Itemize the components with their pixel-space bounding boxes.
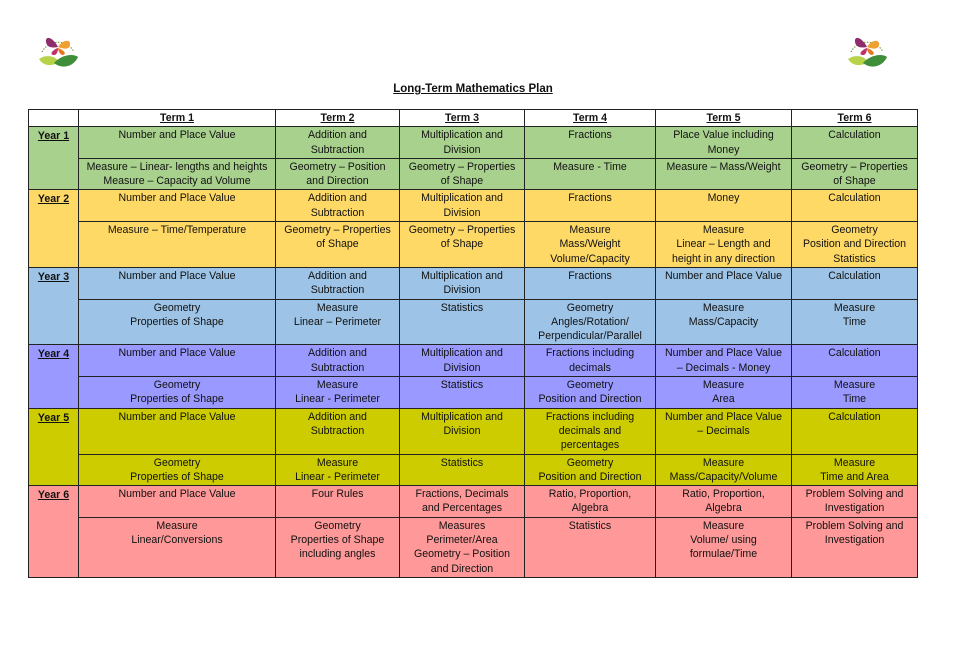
table-cell: Calculation (792, 408, 918, 454)
table-cell: Multiplication and Division (400, 408, 525, 454)
table-cell: Ratio, Proportion, Algebra (525, 486, 656, 518)
header-row (29, 110, 918, 127)
table-cell: Problem Solving and Investigation (792, 517, 918, 577)
table-cell: Geometry Properties of Shape (79, 377, 276, 409)
table-row (29, 486, 918, 518)
table-cell: Geometry – Position and Direction (276, 158, 400, 190)
year-label: Year 4 (29, 345, 79, 408)
table-row (29, 377, 918, 409)
table-cell: Calculation (792, 127, 918, 159)
table-cell: Statistics (400, 299, 525, 345)
term-header: Term 2 (276, 110, 400, 127)
table-cell: Measure Mass/Weight Volume/Capacity (525, 222, 656, 268)
year-label: Year 1 (29, 127, 79, 190)
school-butterfly-logo-icon (842, 22, 892, 74)
table-row (29, 299, 918, 345)
table-cell: Geometry – Properties of Shape (400, 222, 525, 268)
table-cell: Measure Volume/ using formulae/Time (656, 517, 792, 577)
table-cell: Measure Linear/Conversions (79, 517, 276, 577)
table-cell: Geometry – Properties of Shape (792, 158, 918, 190)
table-cell: Number and Place Value (79, 190, 276, 222)
table-cell: Geometry Properties of Shape including angles (276, 517, 400, 577)
table-cell: Geometry Properties of Shape (79, 454, 276, 486)
table-cell: Addition and Subtraction (276, 127, 400, 159)
year-label: Year 5 (29, 408, 79, 485)
year-label: Year 3 (29, 267, 79, 344)
table-cell: Fractions (525, 127, 656, 159)
table-cell: Measure – Linear- lengths and heights Measure – Capacity ad Volume (79, 158, 276, 190)
table-cell: Measure – Time/Temperature (79, 222, 276, 268)
table-cell: Number and Place Value (79, 345, 276, 377)
table-row (29, 158, 918, 190)
table-cell: Calculation (792, 345, 918, 377)
term-header: Term 3 (400, 110, 525, 127)
table-cell: Ratio, Proportion, Algebra (656, 486, 792, 518)
table-cell: Measures Perimeter/Area Geometry – Position and Direction (400, 517, 525, 577)
table-cell: Fractions (525, 190, 656, 222)
table-cell: Measure Linear – Perimeter (276, 299, 400, 345)
school-logo-right (842, 22, 892, 74)
table-cell: Number and Place Value – Decimals (656, 408, 792, 454)
table-cell: Multiplication and Division (400, 345, 525, 377)
table-cell: Number and Place Value (79, 267, 276, 299)
table-cell: Measure Time (792, 299, 918, 345)
year-label: Year 2 (29, 190, 79, 267)
term-header: Term 4 (525, 110, 656, 127)
table-cell: Geometry – Properties of Shape (400, 158, 525, 190)
table-cell: Number and Place Value (656, 267, 792, 299)
table-cell: Multiplication and Division (400, 127, 525, 159)
table-cell: Number and Place Value – Decimals - Money (656, 345, 792, 377)
table-row (29, 267, 918, 299)
table-cell: Measure Mass/Capacity/Volume (656, 454, 792, 486)
table-cell: Measure - Time (525, 158, 656, 190)
table-row (29, 454, 918, 486)
table-row (29, 222, 918, 268)
table-cell: Multiplication and Division (400, 190, 525, 222)
table-row (29, 408, 918, 454)
table-cell: Addition and Subtraction (276, 267, 400, 299)
table-cell: Addition and Subtraction (276, 190, 400, 222)
table-cell: Fractions, Decimals and Percentages (400, 486, 525, 518)
table-cell: Fractions (525, 267, 656, 299)
table-cell: Measure Linear – Length and height in any direction (656, 222, 792, 268)
table-cell: Measure Time (792, 377, 918, 409)
table-row (29, 127, 918, 159)
table-cell: Measure Time and Area (792, 454, 918, 486)
school-butterfly-logo-icon (33, 22, 83, 74)
table-cell: Calculation (792, 267, 918, 299)
table-cell: Fractions including decimals (525, 345, 656, 377)
page-title: Long-Term Mathematics Plan (393, 83, 553, 95)
table-cell: Geometry Angles/Rotation/ Perpendicular/Parallel (525, 299, 656, 345)
maths-plan-table (28, 109, 918, 578)
table-cell: Statistics (525, 517, 656, 577)
term-header: Term 5 (656, 110, 792, 127)
table-cell: Measure Mass/Capacity (656, 299, 792, 345)
table-row (29, 345, 918, 377)
table-cell: Problem Solving and Investigation (792, 486, 918, 518)
table-cell: Number and Place Value (79, 408, 276, 454)
term-header: Term 6 (792, 110, 918, 127)
table-cell: Geometry – Properties of Shape (276, 222, 400, 268)
table-cell: Calculation (792, 190, 918, 222)
year-label: Year 6 (29, 486, 79, 578)
table-row (29, 517, 918, 577)
table-cell: Four Rules (276, 486, 400, 518)
table-cell: Number and Place Value (79, 486, 276, 518)
table-cell: Geometry Properties of Shape (79, 299, 276, 345)
table-cell: Statistics (400, 454, 525, 486)
table-cell: Fractions including decimals and percentages (525, 408, 656, 454)
table-cell: Geometry Position and Direction (525, 377, 656, 409)
table-cell: Money (656, 190, 792, 222)
table-cell: Multiplication and Division (400, 267, 525, 299)
table-row (29, 190, 918, 222)
table-cell: Addition and Subtraction (276, 345, 400, 377)
table-cell: Measure Linear - Perimeter (276, 454, 400, 486)
table-cell: Measure Linear - Perimeter (276, 377, 400, 409)
school-logo-left (33, 22, 83, 74)
table-cell: Geometry Position and Direction (525, 454, 656, 486)
table-cell: Measure – Mass/Weight (656, 158, 792, 190)
table-cell: Measure Area (656, 377, 792, 409)
table-cell: Statistics (400, 377, 525, 409)
table-cell: Geometry Position and Direction Statistics (792, 222, 918, 268)
table-cell: Place Value including Money (656, 127, 792, 159)
term-header: Term 1 (79, 110, 276, 127)
table-cell: Number and Place Value (79, 127, 276, 159)
corner-cell (29, 110, 79, 127)
table-cell: Addition and Subtraction (276, 408, 400, 454)
